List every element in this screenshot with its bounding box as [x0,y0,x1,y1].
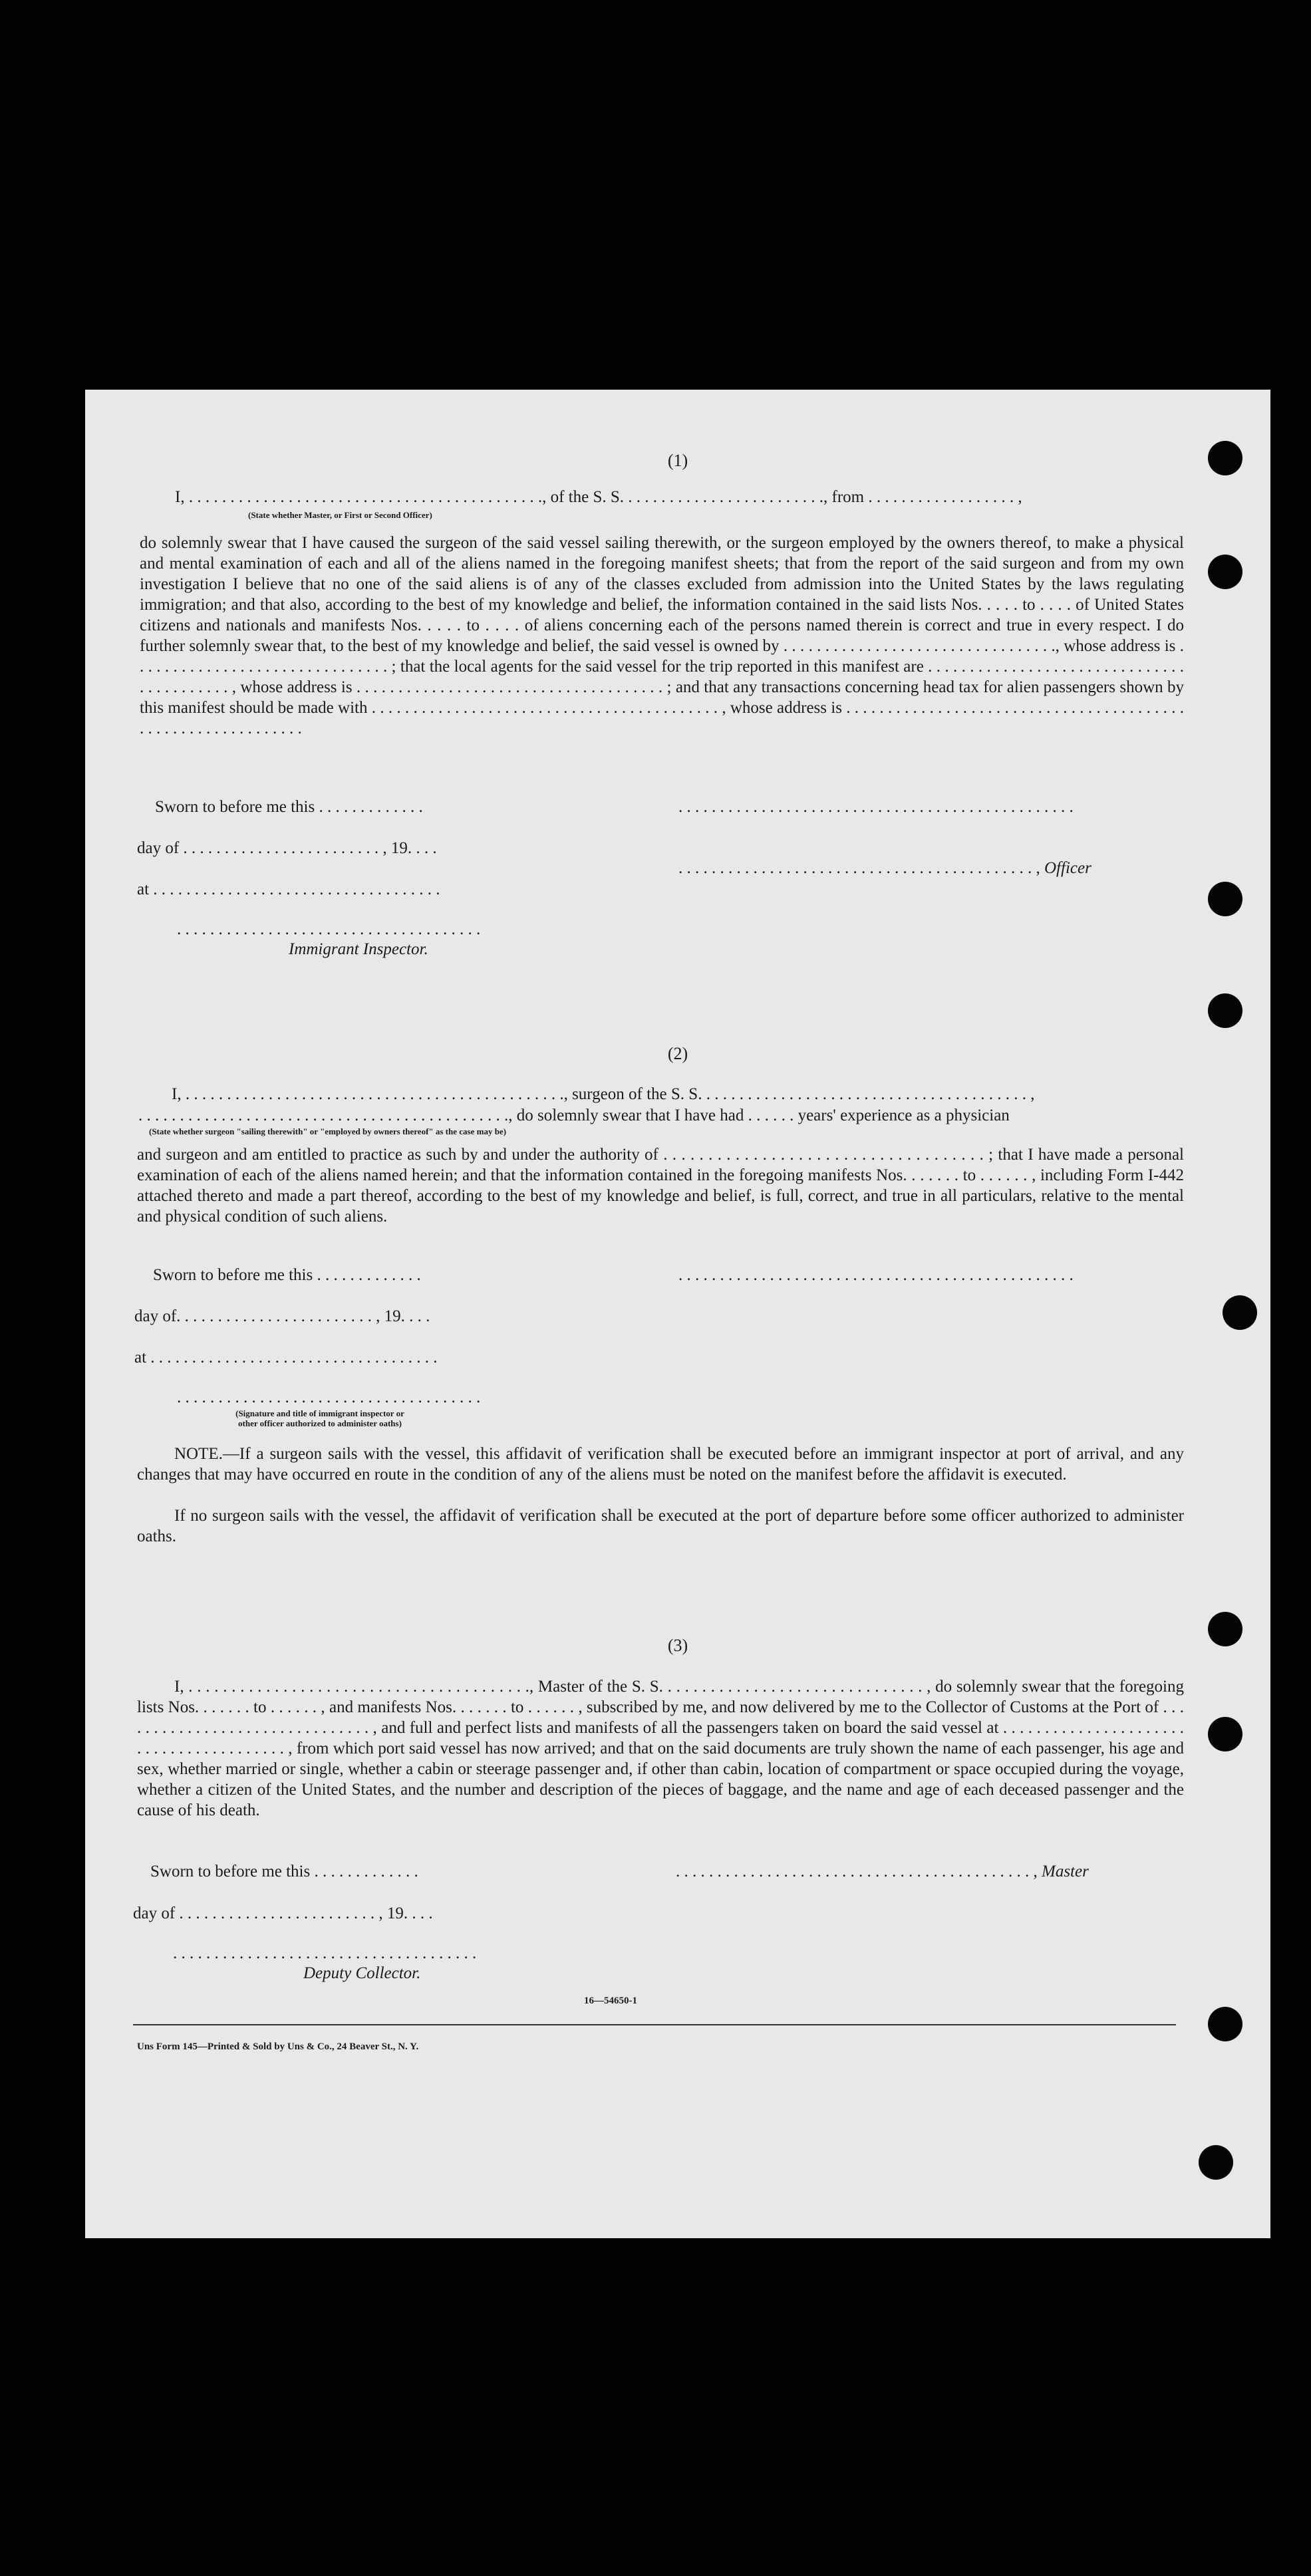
collector-signature-line: . . . . . . . . . . . . . . . . . . . . . . . . . . . . . . . . . . . . . [173,1944,477,1962]
punch-hole [1208,1717,1242,1751]
section-3-heading: (3) [667,1636,688,1655]
manifest-affidavit-page [85,390,1270,2238]
at-line: at . . . . . . . . . . . . . . . . . . . . . . . . . . . . . . . . . . . [137,880,440,898]
officer-title-line [678,859,1092,878]
signature-caption [177,1408,463,1428]
publisher-imprint: Uns Form 145—Printed & Sold by Uns & Co., 24 Beaver St., N. Y. [137,2041,419,2052]
master-manifest-oath-paragraph: I, . . . . . . . . . . . . . . . . . . . . . . . . . . . . . . . . . . . . . . . ., Master of the S. S. . . . . . . . . . . . . . . . . . . . . . . . . . . . . . . , do solemnly swear that the foregoing lists Nos. . . . . . . to . . . . . . , and manifests Nos. . . . . . . to . . . . . . , subscribed by me, and now delivered by me to the Collector of Customs at the Port of . . . . . . . . . . . . . . . . . . . . . . . . . . . . . . . , and full and perfect lists and manifests of all the passengers taken on board the said vessel at . . . . . . . . . . . . . . . . . . . . . . . . . . . . . . . . . . . . . . . . , from which port said vessel has now arrived; and that on the said documents are truly shown the name of each passenger, his age and sex, whether married or single, whether a cabin or steerage passenger and, if other than cabin, location of compartment or space occupied during the voyage, whether a citizen of the United States, and the number and description of the pieces of baggage, and the name and age of each deceased passenger and the cause of his death. [137,1678,1184,1819]
signature-caption-line-1: (Signature and title of immigrant inspector or [235,1408,404,1418]
at-line: at . . . . . . . . . . . . . . . . . . . . . . . . . . . . . . . . . . . [134,1349,438,1366]
surgeon-experience-line: . . . . . . . . . . . . . . . . . . . . . . . . . . . . . . . . . . . . . . . . . . . . ., do solemnly swear that I have had . . . . . . years' experience as a physician [138,1106,1010,1124]
officer-dots: . . . . . . . . . . . . . . . . . . . . . . . . . . . . . . . . . . . . . . . . . . . , [678,859,1040,877]
punch-hole [1208,882,1242,916]
sworn-line: Sworn to before me this . . . . . . . . . . . . . [150,1863,418,1880]
master-label: Master [1042,1863,1089,1880]
section-1-heading: (1) [667,451,688,470]
inspector-label: Immigrant Inspector. [289,940,428,958]
master-declaration-line: I, . . . . . . . . . . . . . . . . . . . . . . . . . . . . . . . . . . . . . . . . . . ., of the S. S. . . . . . . . . . . . . . . . . . . . . . . . ., from . . . . . . . . . . . . . . . . . . , [175,488,1022,506]
surgeon-declaration-line: I, . . . . . . . . . . . . . . . . . . . . . . . . . . . . . . . . . . . . . . . . . . . . . ., surgeon of the S. S. . . . . . . . . . . . . . . . . . . . . . . . . . . . . . . . . . . . . . . . , [172,1085,1035,1103]
note-paragraph-1: NOTE.—If a surgeon sails with the vessel, this affidavit of verification shall be executed before an immigrant inspector at port of arrival, and any changes that may have occurred en route in the condition of any of the aliens must be noted on the manifest before the affidavit is executed. [137,1445,1184,1483]
master-oath-paragraph: do solemnly swear that I have caused the surgeon of the said vessel sailing therewith, or the surgeon employed by the owners thereof, to make a physical and mental examination of each and all of the aliens named in the foregoing manifest sheets; that from the report of the said surgeon and from my own investigation I believe that no one of the said aliens is of any of the classes excluded from admission into the United States by the laws regulating immigration; and that also, according to the best of my knowledge and belief, the information contained in the said lists Nos. . . . . to . . . . of United States citizens and nationals and manifests Nos. . . . . to . . . . of aliens concerning each of the persons named therein is correct and true in every respect. I do further solemnly swear that, to the best of my knowledge and belief, the said vessel is owned by . . . . . . . . . . . . . . . . . . . . . . . . . . . . . . . . ., whose address is . . . . . . . . . . . . . . . . . . . . . . . . . . . . . . . ; that the local agents for the said vessel for the trip reported in this manifest are . . . . . . . . . . . . . . . . . . . . . . . . . . . . . . . . . . . . . . . . . . , whose address is . . . . . . . . . . . . . . . . . . . . . . . . . . . . . . . . . . . . . ; and that any transactions concerning head tax for alien passengers shown by this manifest should be made with . . . . . . . . . . . . . . . . . . . . . . . . . . . . . . . . . . . . . . . . . . , whose address is . . . . . . . . . . . . . . . . . . . . . . . . . . . . . . . . . . . . . . . . . . . . . . . . . . . . . . . . . . . . . [140,534,1184,737]
surgeon-oath-paragraph: and surgeon and am entitled to practice as such by and under the authority of . . . . . . . . . . . . . . . . . . . . . . . . . . . . . . . . . . . . ; that I have made a personal examination of each of the aliens named herein; and that the information contained in the foregoing manifests Nos. . . . . . . to . . . . . . , including Form I-442 attached thereto and made a part thereof, according to the best of my knowledge and belief, is full, correct, and true in all particulars, relative to the mental and physical condition of such aliens. [137,1146,1184,1225]
punch-hole [1199,2145,1233,2180]
note-paragraph-2: If no surgeon sails with the vessel, the affidavit of verification shall be executed at the port of departure before some officer authorized to administer oaths. [137,1507,1184,1545]
day-line: day of. . . . . . . . . . . . . . . . . . . . . . . . , 19. . . . [134,1307,430,1325]
officer-rank-caption: (State whether Master, or First or Second Officer) [248,510,432,520]
inspector-signature-line: . . . . . . . . . . . . . . . . . . . . . . . . . . . . . . . . . . . . . [177,1388,481,1406]
punch-hole [1223,1295,1257,1330]
officer-label: Officer [1044,859,1092,877]
officer-signature-line: . . . . . . . . . . . . . . . . . . . . . . . . . . . . . . . . . . . . . . . . . . . . . . . . [678,798,1074,816]
section-2-heading: (2) [667,1044,688,1063]
master-dots: . . . . . . . . . . . . . . . . . . . . . . . . . . . . . . . . . . . . . . . . . . . , [676,1863,1038,1880]
footer-rule [133,2024,1176,2025]
day-line: day of . . . . . . . . . . . . . . . . . . . . . . . . , 19. . . . [133,1904,433,1922]
punch-hole [1208,993,1242,1028]
surgeon-signature-line: . . . . . . . . . . . . . . . . . . . . . . . . . . . . . . . . . . . . . . . . . . . . . . . . [678,1266,1074,1284]
punch-hole [1208,555,1242,589]
inspector-signature-line: . . . . . . . . . . . . . . . . . . . . . . . . . . . . . . . . . . . . . [177,920,481,938]
master-signature-line [676,1863,1089,1881]
form-code: 16—54650-1 [584,1996,637,2006]
sworn-line: Sworn to before me this . . . . . . . . . . . . . [153,1266,421,1284]
punch-hole [1208,2007,1242,2041]
surgeon-type-caption: (State whether surgeon "sailing therewith" or "employed by owners thereof" as the case may be) [149,1126,507,1136]
signature-caption-line-2: other officer authorized to administer oaths) [238,1418,402,1428]
sworn-line: Sworn to before me this . . . . . . . . . . . . . [155,798,423,816]
collector-label: Deputy Collector. [303,1964,421,1982]
day-line: day of . . . . . . . . . . . . . . . . . . . . . . . . , 19. . . . [137,839,437,857]
